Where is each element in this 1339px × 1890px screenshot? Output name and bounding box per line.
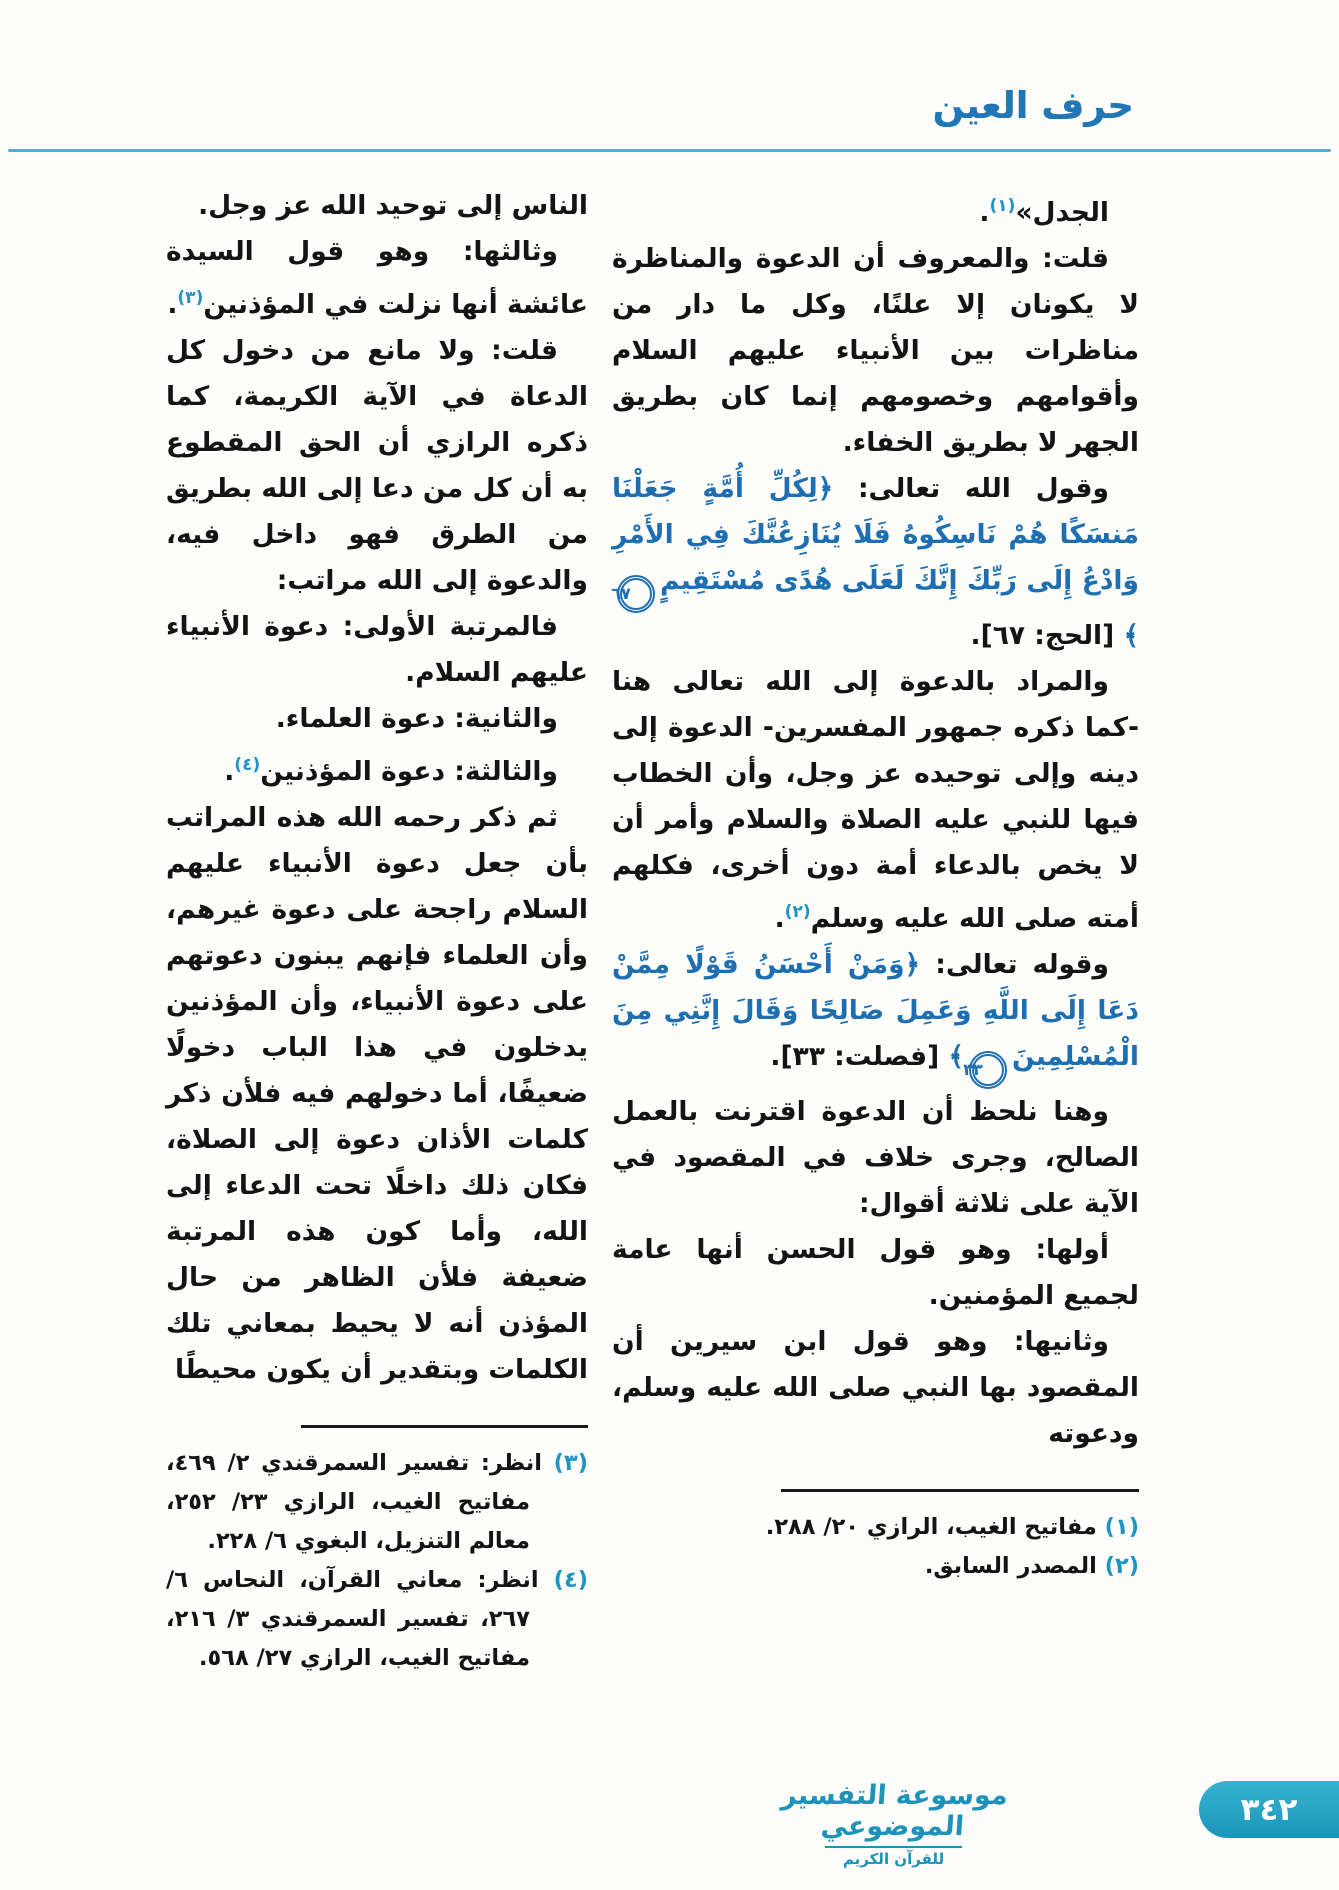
- text-segment: .: [167, 289, 178, 320]
- footnote-item: [166, 1444, 588, 1561]
- paragraph: [612, 1089, 1139, 1227]
- text-segment: .: [224, 756, 235, 787]
- section-heading: حرف العين: [932, 84, 1134, 127]
- paragraph: [166, 696, 588, 742]
- text-segment: انظر: تفسير السمرقندي ٢/ ٤٦٩، مفاتيح الغيب، الرازي ٢٣/ ٢٥٢، معالم التنزيل، البغوي ٦/ ٢٢٨.: [166, 1450, 554, 1554]
- quran-verse: ﴾: [948, 1041, 964, 1072]
- paragraph: [166, 742, 588, 795]
- publisher-logo-subtitle: للقرآن الكريم: [825, 1846, 962, 1868]
- footnote-number: (١): [1104, 1514, 1139, 1540]
- paragraph: [166, 229, 588, 328]
- footnote-separator: [781, 1489, 1139, 1492]
- text-segment: دعوة المؤذنين: [260, 756, 455, 787]
- paragraph: [166, 795, 588, 1393]
- text-segment: .: [979, 197, 990, 228]
- lead-in-text: فالمرتبة الأولى:: [342, 611, 558, 642]
- text-segment: .: [774, 903, 785, 934]
- header-divider: [8, 149, 1331, 152]
- text-segment: دعوة العلماء.: [275, 703, 455, 734]
- lead-in-text: وثالثها:: [462, 236, 558, 267]
- footnote-separator: [301, 1425, 588, 1428]
- publisher-logo: [766, 1780, 1021, 1868]
- lead-in-text: والثانية:: [454, 703, 558, 734]
- text-segment: المصدر السابق.: [924, 1553, 1105, 1579]
- paragraph: [166, 328, 588, 604]
- paragraph: [612, 183, 1139, 236]
- text-segment: وقول الله تعالى:: [833, 473, 1109, 504]
- footnote-ref: (١): [989, 196, 1016, 216]
- text-segment: وهو قول السيدة عائشة أنها نزلت في المؤذنين: [166, 236, 588, 320]
- text-segment: والمراد بالدعوة إلى الله تعالى هنا -كما ذكره جمهور المفسرين- الدعوة إلى دينه وإلى توحيده عز وجل، وأن الخطاب فيها للنبي عليه الصلاة والسلام وأمر أن لا يخص بالدعاء أمة دون أخرى، فكلهم أمته صلى الله عليه وسلم: [612, 666, 1139, 934]
- ayah-number: ٣٣: [969, 1051, 1007, 1089]
- column-left: [166, 183, 588, 1678]
- page-number: ٣٤٢: [1240, 1791, 1298, 1828]
- quran-verse: ﴿لِكُلِّ أُمَّةٍ جَعَلْنَا مَنسَكًا هُمْ نَاسِكُوهُ فَلَا يُنَازِعُنَّكَ فِي الأَمْرِ وَادْعُ إِلَى رَبِّكَ إِنَّكَ لَعَلَى هُدًى مُسْتَقِيمٍ: [612, 473, 1139, 596]
- footnote-ref: (٢): [784, 902, 811, 922]
- footnote-item: [166, 1561, 588, 1678]
- footnote-number: (٢): [1104, 1553, 1139, 1579]
- text-segment: والمعروف أن الدعوة والمناظرة لا يكونان إلا علنًا، وكل ما دار من مناظرات بين الأنبياء عليهم السلام وأقوامهم وخصومهم إنما كان بطريق الجهر لا بطريق الخفاء.: [612, 243, 1139, 458]
- lead-in-text: قلت:: [1042, 243, 1109, 274]
- text-segment: وهو قول ابن سيرين أن المقصود بها النبي صلى الله عليه وسلم، ودعوته: [612, 1326, 1139, 1449]
- page-number-badge: [1199, 1781, 1339, 1838]
- footnote-item: [612, 1508, 1139, 1547]
- ayah-number: ٦٧: [617, 575, 655, 613]
- footnote-number: (٣): [553, 1450, 588, 1476]
- text-segment: مفاتيح الغيب، الرازي ٢٠/ ٢٨٨.: [765, 1514, 1105, 1540]
- text-segment: وقوله تعالى:: [920, 949, 1109, 980]
- text-segment: وهو قول الحسن أنها عامة لجميع المؤمنين.: [612, 1234, 1139, 1311]
- paragraph: [166, 183, 588, 229]
- paragraph: [612, 466, 1139, 659]
- paragraph: [612, 1227, 1139, 1319]
- paragraph: [612, 659, 1139, 942]
- lead-in-text: قلت:: [491, 335, 558, 366]
- paragraph: [166, 604, 588, 696]
- footnote-number: (٤): [553, 1567, 588, 1593]
- quran-verse: ﴿وَمَنْ أَحْسَنُ قَوْلًا مِمَّنْ دَعَا إِلَى اللَّهِ وَعَمِلَ صَالِحًا وَقَالَ إِنَّنِي مِنَ الْمُسْلِمِينَ: [612, 949, 1139, 1072]
- text-segment: دعوة الأنبياء عليهم السلام.: [166, 611, 588, 688]
- paragraph: [612, 236, 1139, 466]
- text-segment: وهنا نلحظ أن الدعوة اقترنت بالعمل الصالح، وجرى خلاف في المقصود في الآية على ثلاثة أقوال:: [612, 1096, 1139, 1219]
- verse-citation: [فصلت: ٣٣].: [770, 1041, 949, 1072]
- footnote-ref: (٣): [177, 288, 204, 308]
- text-segment: الجدل»: [1015, 197, 1109, 228]
- text-columns: [166, 183, 1139, 1678]
- publisher-logo-title: موسوعة التفسير الموضوعي: [780, 1779, 1009, 1842]
- lead-in-text: والثالثة:: [454, 756, 558, 787]
- footnote-item: [612, 1547, 1139, 1586]
- lead-in-text: وثانيها:: [1013, 1326, 1109, 1357]
- text-segment: ثم ذكر رحمه الله هذه المراتب بأن جعل دعوة الأنبياء عليهم السلام راجحة على دعوة غيرهم، وأن العلماء فإنهم يبنون دعوتهم على دعوة الأنبياء، وأن المؤذنين يدخلون في هذا الباب دخولًا ضعيفًا، أما دخولهم فيه فلأن ذكر كلمات الأذان دعوة إلى الصلاة، فكان ذلك داخلًا تحت الدعاء إلى الله، وأما كون هذه المرتبة ضعيفة فلأن الظاهر من حال المؤذن أنه لا يحيط بمعاني تلك الكلمات وبتقدير أن يكون محيطًا: [166, 802, 588, 1385]
- text-segment: الناس إلى توحيد الله عز وجل.: [198, 190, 588, 221]
- paragraph: [612, 942, 1139, 1089]
- lead-in-text: أولها:: [1035, 1234, 1109, 1265]
- footnote-ref: (٤): [234, 755, 261, 775]
- text-segment: ولا مانع من دخول كل الدعاة في الآية الكريمة، كما ذكره الرازي أن الحق المقطوع به أن كل من دعا إلى الله بطريق من الطرق فهو داخل فيه، والدعوة إلى الله مراتب:: [166, 335, 588, 596]
- paragraph: [612, 1319, 1139, 1457]
- quran-verse: ﴾: [1123, 620, 1139, 651]
- column-right: [612, 183, 1139, 1586]
- verse-citation: [الحج: ٦٧].: [970, 620, 1124, 651]
- text-segment: انظر: معاني القرآن، النحاس ٦/ ٢٦٧، تفسير السمرقندي ٣/ ٢١٦، مفاتيح الغيب، الرازي ٢٧/ ٥٦٨.: [166, 1567, 554, 1671]
